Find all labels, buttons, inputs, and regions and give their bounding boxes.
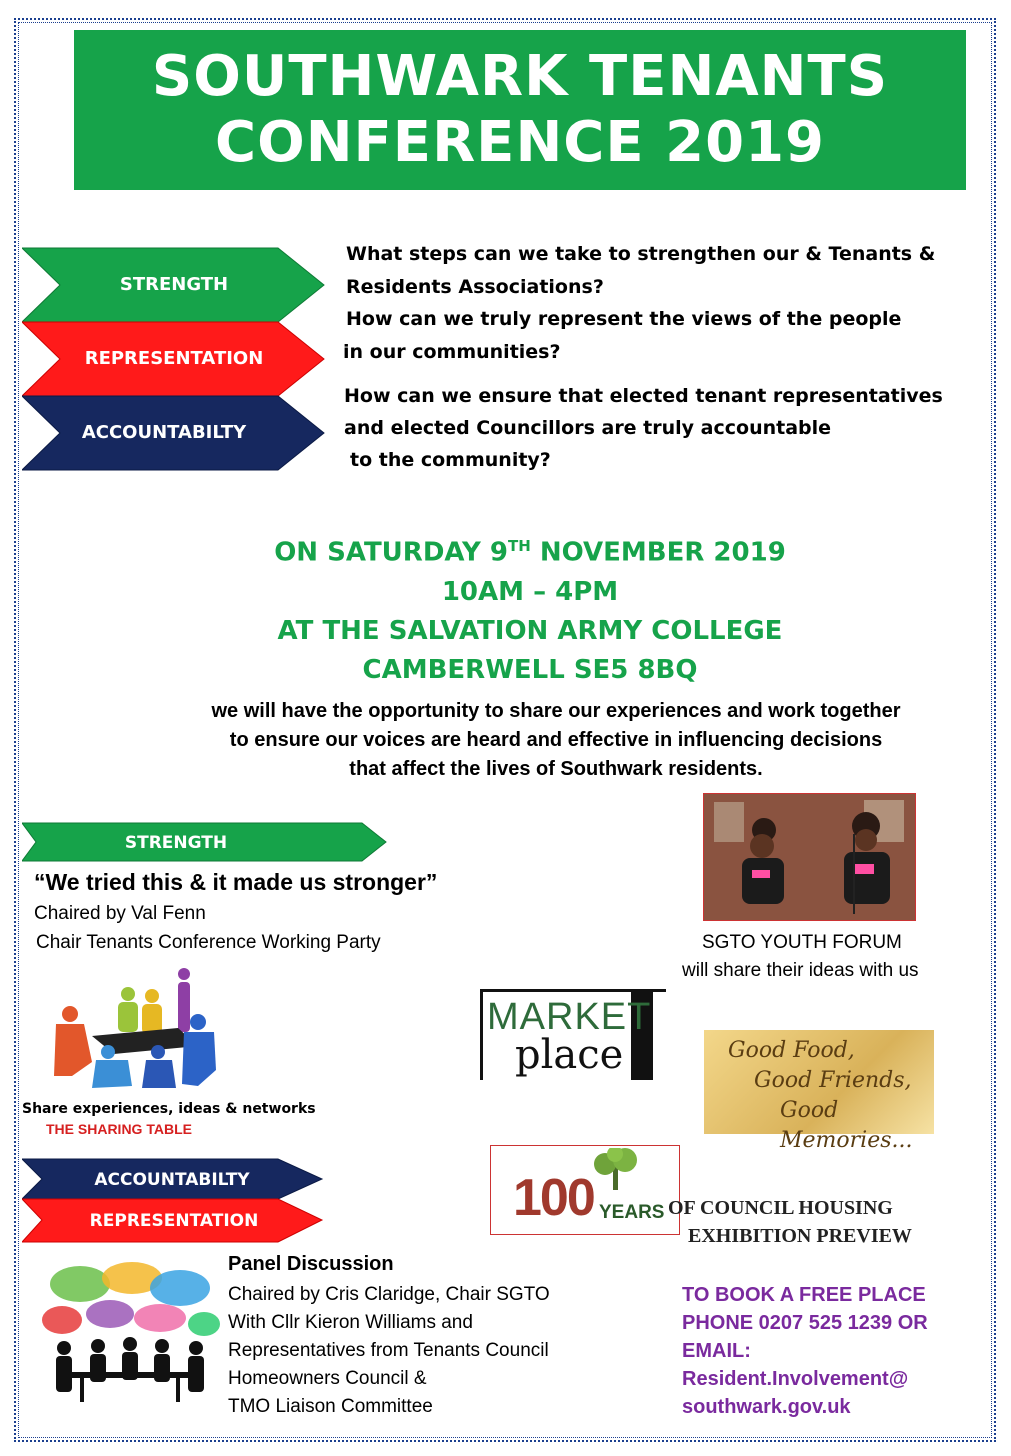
- booking-email-2[interactable]: southwark.gov.uk: [682, 1396, 851, 1418]
- question-3-line-2: and elected Councillors are truly accountable: [344, 417, 832, 439]
- good-food-line-2: Good Friends,: [754, 1068, 912, 1093]
- event-location: CAMBERWELL SE5 8BQ: [362, 654, 698, 685]
- event-date: ON SATURDAY 9TH NOVEMBER 2019: [274, 537, 786, 568]
- market-place-logo: [480, 989, 666, 1080]
- session2-banner-2: REPRESENTATION: [89, 1211, 259, 1231]
- youth-forum-text: will share their ideas with us: [682, 960, 919, 981]
- good-food-line-3: Good Memories...: [780, 1098, 913, 1153]
- session1-banner: [22, 822, 390, 862]
- session1-quote: “We tried this & it made us stronger”: [34, 869, 438, 895]
- market-word: MARKET: [487, 996, 652, 1038]
- intro-line-3: that affect the lives of Southwark residents.: [349, 758, 763, 780]
- session2-banner-1: ACCOUNTABILTY: [94, 1170, 250, 1190]
- title-line-2: CONFERENCE 2019: [214, 110, 826, 175]
- strength-label: STRENGTH: [119, 274, 229, 295]
- youth-forum-photo: [703, 793, 916, 921]
- panel-details: [228, 1281, 550, 1421]
- event-venue: AT THE SALVATION ARMY COLLEGE: [277, 615, 783, 646]
- question-2: [343, 303, 902, 369]
- title-line-1: SOUTHWARK TENANTS: [151, 44, 889, 109]
- accountability-label: ACCOUNTABILTY: [81, 422, 247, 443]
- session2-banners: [22, 1158, 328, 1250]
- question-3-line-3: to the community?: [350, 449, 551, 471]
- panel-line-4: Homeowners Council &: [228, 1368, 427, 1389]
- conference-title: [74, 30, 966, 190]
- booking-phone: PHONE 0207 525 1239 OR: [682, 1312, 928, 1334]
- intro-text: [98, 697, 1011, 784]
- hundred-caption-2: EXHIBITION PREVIEW: [688, 1225, 912, 1247]
- panel-line-3: Representatives from Tenants Council: [228, 1340, 549, 1361]
- event-details: [100, 527, 960, 690]
- good-food-image: [704, 1030, 934, 1153]
- session1-chair-role: Chair Tenants Conference Working Party: [36, 932, 381, 953]
- years-word: YEARS: [599, 1202, 665, 1223]
- panel-discussion-illustration: [40, 1260, 220, 1410]
- booking-line-3: EMAIL:: [682, 1340, 751, 1362]
- intro-line-1: we will have the opportunity to share our experiences and work together: [211, 700, 901, 722]
- sharing-caption: Share experiences, ideas & networks: [22, 1101, 316, 1117]
- booking-email-1[interactable]: Resident.Involvement@: [682, 1368, 909, 1390]
- question-3: [344, 380, 943, 476]
- panel-line-1: Chaired by Cris Claridge, Chair SGTO: [228, 1284, 550, 1305]
- booking-line-1: TO BOOK A FREE PLACE: [682, 1284, 926, 1306]
- sharing-table-illustration: [48, 966, 218, 1094]
- place-word: place: [515, 1032, 624, 1078]
- hundred-caption-1: OF COUNCIL HOUSING: [668, 1197, 893, 1219]
- hundred-years-logo: [490, 1145, 680, 1235]
- theme-arrows: [22, 246, 328, 474]
- question-3-line-1: How can we ensure that elected tenant representatives: [344, 385, 943, 407]
- youth-photo-illustration: [704, 794, 915, 920]
- session1-banner-label: STRENGTH: [124, 833, 228, 853]
- question-2-line-2: in our communities?: [343, 341, 561, 363]
- representation-label: REPRESENTATION: [84, 348, 264, 369]
- question-1-line-2: Residents Associations?: [346, 276, 604, 298]
- panel-line-2: With Cllr Kieron Williams and: [228, 1312, 473, 1333]
- event-time: 10AM – 4PM: [441, 576, 619, 607]
- intro-line-2: to ensure our voices are heard and effective in influencing decisions: [229, 729, 883, 751]
- panel-line-5: TMO Liaison Committee: [228, 1396, 433, 1417]
- youth-forum-title: SGTO YOUTH FORUM: [702, 932, 902, 953]
- session1-chair: Chaired by Val Fenn: [34, 903, 206, 924]
- question-1-line-1: What steps can we take to strengthen our & Tenants &: [346, 243, 936, 265]
- hundred-number: 100: [513, 1169, 594, 1227]
- sharing-table-label: THE SHARING TABLE: [46, 1121, 192, 1137]
- booking-info: [682, 1281, 928, 1421]
- question-2-line-1: How can we truly represent the views of the people: [346, 308, 902, 330]
- question-1: [346, 238, 935, 304]
- good-food-line-1: Good Food,: [728, 1038, 855, 1063]
- panel-heading: Panel Discussion: [228, 1253, 394, 1275]
